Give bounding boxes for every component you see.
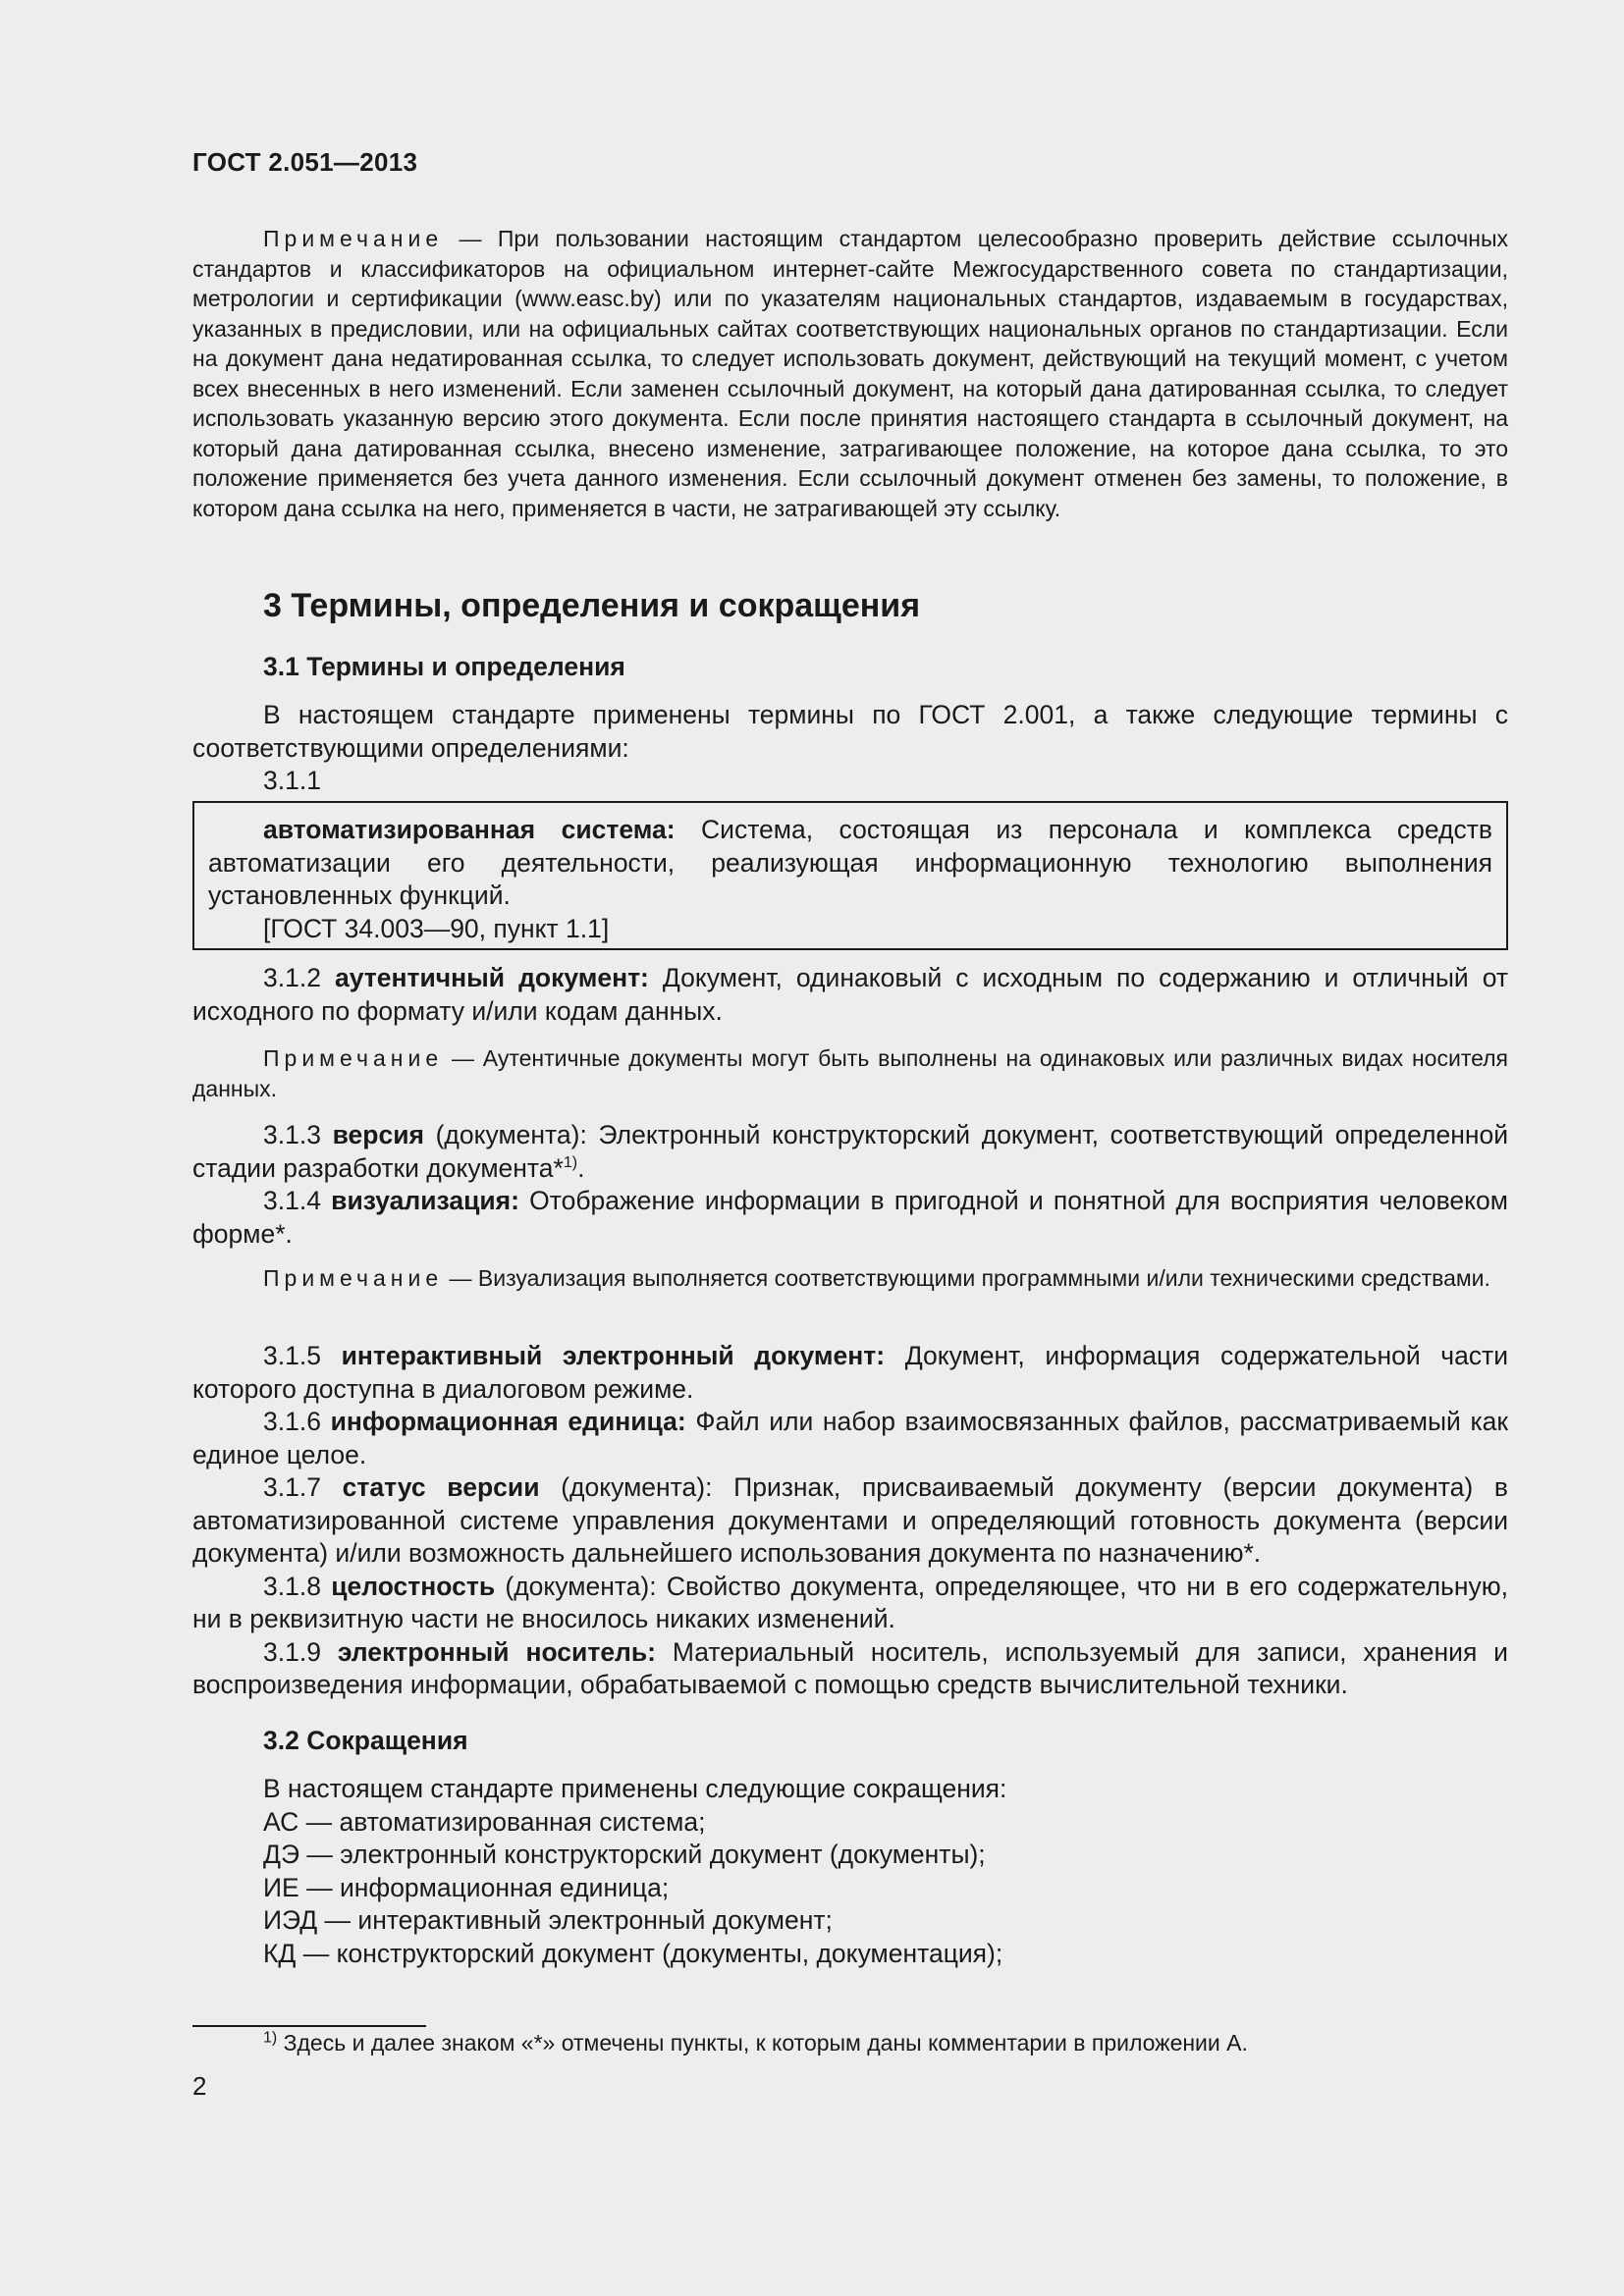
section-3-2-title: 3.2 Сокращения: [263, 1726, 468, 1755]
terms-3-1-3-to-3-1-4: [192, 1119, 1508, 1251]
term-definition: Отображение информации в пригодной и понятной для восприятия человеком форме*.: [192, 1186, 1509, 1249]
term-number: 3.1.9: [263, 1636, 338, 1667]
term-name: целостность: [331, 1571, 496, 1601]
term-3-1-7: [192, 1471, 1508, 1571]
term-definition: (документа): Свойство документа, определяющее, что ни в его содержательную, ни в реквизитную части не вносилось никаких изменений.: [192, 1571, 1508, 1633]
term-number: 3.1.8: [263, 1571, 332, 1601]
term-name: электронный носитель:: [337, 1636, 657, 1667]
term-number: 3.1.3: [263, 1120, 333, 1149]
footnote-separator: [192, 2025, 426, 2027]
terms-intro: [192, 699, 1508, 798]
section-3-1-title: 3.1 Термины и определения: [263, 652, 625, 681]
note-visualization: [192, 1263, 1508, 1294]
term-number: 3.1.7: [263, 1472, 343, 1502]
term-3-1-8: [192, 1571, 1508, 1636]
abbreviations-list: [263, 1773, 1006, 1970]
note-authentic: [192, 1043, 1508, 1103]
term-number: 3.1.4: [263, 1186, 332, 1215]
term-3-1-1-box: [192, 801, 1508, 950]
section-3-title: 3 Термины, определения и сокращения: [263, 587, 921, 624]
term-3-1-6: [192, 1406, 1508, 1471]
term-name: версия: [332, 1120, 424, 1149]
page-number: 2: [192, 2071, 207, 2101]
term-name: статус версии: [342, 1472, 540, 1502]
term-3-1-4: [192, 1185, 1508, 1251]
note-text: — Аутентичные документы могут быть выполнены на одинаковых или различных видах носителя данных.: [192, 1045, 1508, 1101]
note-label: Примечание: [263, 226, 444, 251]
footnote-ref: 1): [563, 1153, 578, 1171]
footnote-mark: 1): [263, 2029, 278, 2047]
term-number: 3.1.5: [263, 1341, 342, 1370]
term-definition: (документа): Электронный конструкторский документ, соответствующий определенной стадии разработки документа*: [192, 1120, 1509, 1183]
term-3-1-5: [192, 1340, 1508, 1406]
term-definition: Документ, одинаковый с исходным по содержанию и отличный от исходного по формату и/или кодам данных.: [192, 963, 1508, 1026]
term-name: аутентичный документ:: [334, 963, 649, 992]
term-3-1-1-source: [ГОСТ 34.003—90, пункт 1.1]: [263, 913, 610, 943]
abbreviations-intro: В настоящем стандарте применены следующие сокращения:: [263, 1774, 1007, 1803]
note-references: [192, 224, 1508, 523]
term-3-1-9: [192, 1636, 1508, 1702]
term-definition: (документа): Признак, присваиваемый документу (версии документа) в автоматизированной системе управления документами и определяющий готовность документа (версии документа) и/или возможность дальнейшего использования документа по назначению*.: [192, 1472, 1508, 1568]
term-end: .: [577, 1152, 585, 1183]
term-3-1-2: [192, 962, 1508, 1028]
footnote-text: Здесь и далее знаком «*» отмечены пункты, к которым даны комментарии в приложении А.: [277, 2030, 1248, 2056]
abbreviation-item: ДЭ — электронный конструкторский документ (документы);: [263, 1840, 986, 1869]
term-3-1-1-term: автоматизированная система:: [263, 815, 676, 844]
term-3-1-3: [192, 1119, 1508, 1185]
note-text: — При пользовании настоящим стандартом целесообразно проверить действие ссылочных стандартов и классификаторов на официальном интернет-сайте Межгосударственного совета по стандартизации, метрологии и сертификации (www.easc.by) или по указателям национальных стандартов, издаваемым в государствах, указанных в предисловии, или на официальных сайтах соответствующих национальных органов по стандартизации. Если на документ дана недатированная ссылка, то следует использовать документ, действующий на текущий момент, с учетом всех внесенных в него изменений. Если заменен ссылочный документ, на который дана датированная ссылка, то следует использовать указанную версию этого документа. Если после принятия настоящего стандарта в ссылочный документ, на который дана датированная ссылка, внесено изменение, затрагивающее положение, на которое дана ссылка, то это положение применяется без учета данного изменения. Если ссылочный документ отменен без замены, то положение, в котором дана ссылка на него, применяется в части, не затрагивающей эту ссылку.: [192, 226, 1508, 521]
term-3-1-1-number: 3.1.1: [263, 766, 321, 795]
abbreviation-item: АС — автоматизированная система;: [263, 1806, 706, 1837]
terms-3-1-5-to-3-1-9: [192, 1340, 1508, 1702]
term-name: информационная единица:: [330, 1407, 686, 1436]
note-label: Примечание: [263, 1265, 444, 1291]
term-name: интерактивный электронный документ:: [341, 1341, 886, 1370]
note-text: — Визуализация выполняется соответствующими программными и/или техническими средствами.: [443, 1265, 1490, 1291]
document-header-code: ГОСТ 2.051—2013: [192, 147, 418, 177]
abbreviation-item: ИЕ — информационная единица;: [263, 1872, 670, 1902]
abbreviation-item: ИЭД — интерактивный электронный документ;: [263, 1905, 833, 1935]
terms-intro-text: В настоящем стандарте применены термины по ГОСТ 2.001, а также следующие термины с соответствующими определениями:: [192, 700, 1508, 763]
term-number: 3.1.6: [263, 1407, 331, 1436]
term-definition: Документ, информация содержательной части которого доступна в диалоговом режиме.: [192, 1341, 1508, 1404]
abbreviation-item: КД — конструкторский документ (документы, документация);: [263, 1938, 1003, 1968]
term-definition: Файл или набор взаимосвязанных файлов, рассматриваемый как единое целое.: [192, 1407, 1508, 1469]
term-definition: Материальный носитель, используемый для записи, хранения и воспроизведения информации, обрабатываемой с помощью средств вычислительной техники.: [192, 1636, 1508, 1699]
note-label: Примечание: [263, 1045, 444, 1071]
term-number: 3.1.2: [263, 963, 335, 992]
term-name: визуализация:: [331, 1186, 519, 1215]
term-3-1-1-definition: Система, состоящая из персонала и комплекса средств автоматизации его деятельности, реализующая информационную технологию выполнения установленных функций.: [208, 815, 1492, 910]
footnote: [263, 2028, 1248, 2057]
